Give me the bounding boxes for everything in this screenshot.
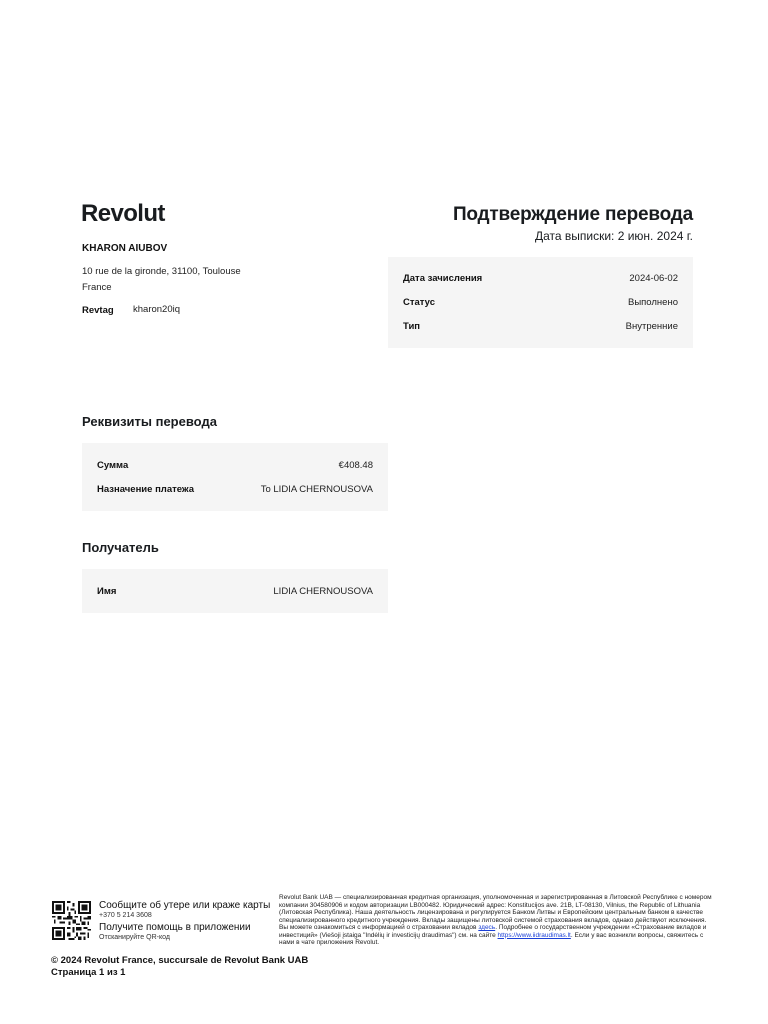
purpose-value: To LIDIA CHERNOUSOVA xyxy=(260,484,373,495)
scan-qr-text: Отсканируйте QR-код xyxy=(99,934,170,941)
amount-label: Сумма xyxy=(97,460,129,471)
credit-date-row xyxy=(403,273,678,287)
legal-text-1: Revolut Bank UAB — специализированная кредитная организация, уполномоченная и зарегистрированная в Литовской Республике с номером компании 304580906 и кодом авторизации LB000482. Юридический адрес: Konstitucijos ave. 21B, LT-08130, Vilnius, the Republic of Lithuania (Литовская Республика). Наша деятельность лицензирована и регулируется Банком Литвы и Европейским центральным банком в качестве специализированного кредитного учреждения. Вклады защищены литовской системой страхования вкладов, однако действуют исключения. Вы можете ознакомиться с информацией о страховании вкладов xyxy=(279,894,712,931)
recipient-title: Получатель xyxy=(82,540,159,555)
status-panel xyxy=(388,257,693,348)
credit-date-value: 2024-06-02 xyxy=(629,273,678,284)
amount-value: €408.48 xyxy=(338,460,373,471)
status-row xyxy=(403,297,678,311)
revtag-label: Revtag xyxy=(82,305,114,316)
status-label: Статус xyxy=(403,297,436,308)
page-title: Подтверждение перевода xyxy=(452,204,693,225)
purpose-row xyxy=(97,484,373,498)
issue-date: Дата выписки: 2 июн. 2024 г. xyxy=(534,229,693,243)
legal-text-2: . Подробнее о государственном учреждении «Страхование вкладов и инвестиций» (Viešoji įstaiga "Indėlių ir investicijų draudimas") см. на сайте xyxy=(279,924,707,939)
legal-text-3: . Если у вас возникли вопросы, свяжитесь с нами в чате приложения Revolut. xyxy=(279,931,704,946)
recipient-panel xyxy=(82,569,388,613)
legal-disclaimer xyxy=(279,894,715,947)
address-line-2: France xyxy=(82,282,112,293)
transfer-details-panel xyxy=(82,443,388,511)
copyright: © 2024 Revolut France, succursale de Revolut Bank UAB xyxy=(51,955,309,966)
recipient-name-value: LIDIA CHERNOUSOVA xyxy=(273,586,373,597)
iidraudimas-link[interactable]: https://www.iidraudimas.lt xyxy=(497,931,571,939)
status-value: Выполнено xyxy=(628,297,678,308)
credit-date-label: Дата зачисления xyxy=(403,273,483,284)
recipient-name-label: Имя xyxy=(97,586,117,597)
deposit-insurance-link[interactable]: здесь xyxy=(478,924,496,931)
address-line-1: 10 rue de la gironde, 31100, Toulouse xyxy=(82,266,241,277)
customer-name: KHARON AIUBOV xyxy=(82,243,168,254)
support-phone[interactable]: +370 5 214 3608 xyxy=(99,912,152,919)
type-value: Внутренние xyxy=(625,321,678,332)
type-label: Тип xyxy=(403,321,421,332)
revtag-value: kharon20iq xyxy=(133,304,181,315)
qr-code-icon[interactable] xyxy=(52,901,91,940)
amount-row xyxy=(97,460,373,474)
report-loss-text: Сообщите об утере или краже карты xyxy=(99,900,271,911)
page-number: Страница 1 из 1 xyxy=(51,967,126,978)
get-help-text: Получите помощь в приложении xyxy=(99,922,251,933)
purpose-label: Назначение платежа xyxy=(97,484,195,495)
recipient-name-row xyxy=(97,586,373,600)
revolut-logo: Revolut xyxy=(81,200,165,227)
type-row xyxy=(403,321,678,335)
transfer-details-title: Реквизиты перевода xyxy=(82,414,217,429)
